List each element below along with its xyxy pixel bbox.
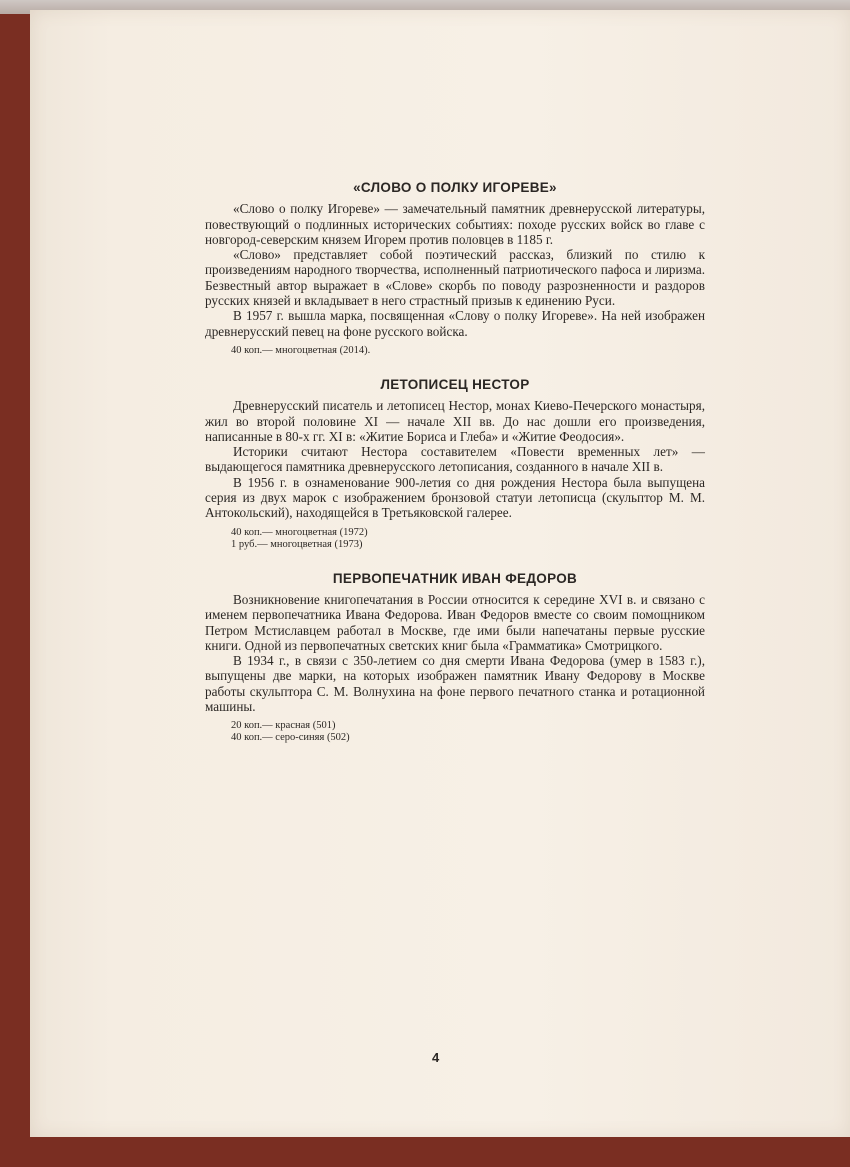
paragraph: В 1957 г. вышла марка, посвященная «Слову о полку Игореве». На ней изображен древнерусский певец на фоне русского войска.: [205, 308, 705, 339]
paragraph: Историки считают Нестора составителем «Повести временных лет» — выдающегося памятника древнерусского летописания, созданного в начале XII в.: [205, 444, 705, 475]
paragraph: «Слово» представляет собой поэтический рассказ, близкий по стилю к произведениям народного творчества, исполненный патриотического пафоса и лиризма. Безвестный автор выражает в «Слове» скорбь по поводу разрозненности и раздоров русских князей и вкладывает в него страстный призыв к единению Руси.: [205, 247, 705, 309]
paragraph: В 1934 г., в связи с 350-летием со дня смерти Ивана Федорова (умер в 1583 г.), выпущены две марки, на которых изображен памятник Ивану Федорову в Москве работы скульптора С. М. Волнухина на фоне первого печатного станка и ротационной машины.: [205, 653, 705, 715]
page-content: [205, 180, 705, 764]
stamp-issues: [231, 345, 705, 357]
section-title: ПЕРВОПЕЧАТНИК ИВАН ФЕДОРОВ: [332, 570, 578, 586]
stamp-issues: [231, 720, 705, 744]
stamp-issue: 40 коп.— многоцветная (2014).: [231, 344, 371, 356]
stamp-issue: 20 коп.— красная (501): [231, 720, 336, 732]
paragraph: Древнерусский писатель и летописец Нестор, монах Киево-Печерского монастыря, жил во второй половине XI — начале XII вв. До нас дошли его произведения, написанные в 80-х гг. XI в: «Житие Бориса и Глеба» и «Житие Феодосия».: [205, 398, 705, 444]
stamp-issue: 40 коп.— многоцветная (1972): [231, 526, 368, 538]
page-number: 4: [432, 1050, 440, 1065]
paragraph: Возникновение книгопечатания в России относится к середине XVI в. и связано с именем первопечатника Ивана Федорова. Иван Федоров вместе со своим помощником Петром Мстиславцем работал в Москве, где ими были напечатаны первые русские книги. Одной из первопечатных светских книг была «Грамматика» Смотрицкого.: [205, 591, 705, 653]
section-nestor: [205, 377, 705, 551]
paragraph: В 1956 г. в ознаменование 900-летия со дня рождения Нестора была выпущена серия из двух марок с изображением бронзовой статуи летописца (скульптор М. М. Антокольский), находящейся в Третьяковской галерее.: [205, 474, 705, 521]
stamp-issues: [231, 527, 705, 551]
section-title: «СЛОВО О ПОЛКУ ИГОРЕВЕ»: [353, 180, 557, 195]
section-fedorov: [205, 571, 705, 745]
stamp-issue: 40 коп.— серо-синяя (502): [231, 732, 350, 744]
section-slovo: [205, 180, 705, 357]
section-title: ЛЕТОПИСЕЦ НЕСТОР: [380, 376, 530, 392]
paragraph: «Слово о полку Игореве» — замечательный памятник древнерусской литературы, повествующий о подлинных исторических событиях: походе русских войск во главе с новгород-северским князем Игорем против половцев в 1185 г.: [205, 201, 705, 247]
stamp-issue: 1 руб.— многоцветная (1973): [231, 538, 363, 550]
